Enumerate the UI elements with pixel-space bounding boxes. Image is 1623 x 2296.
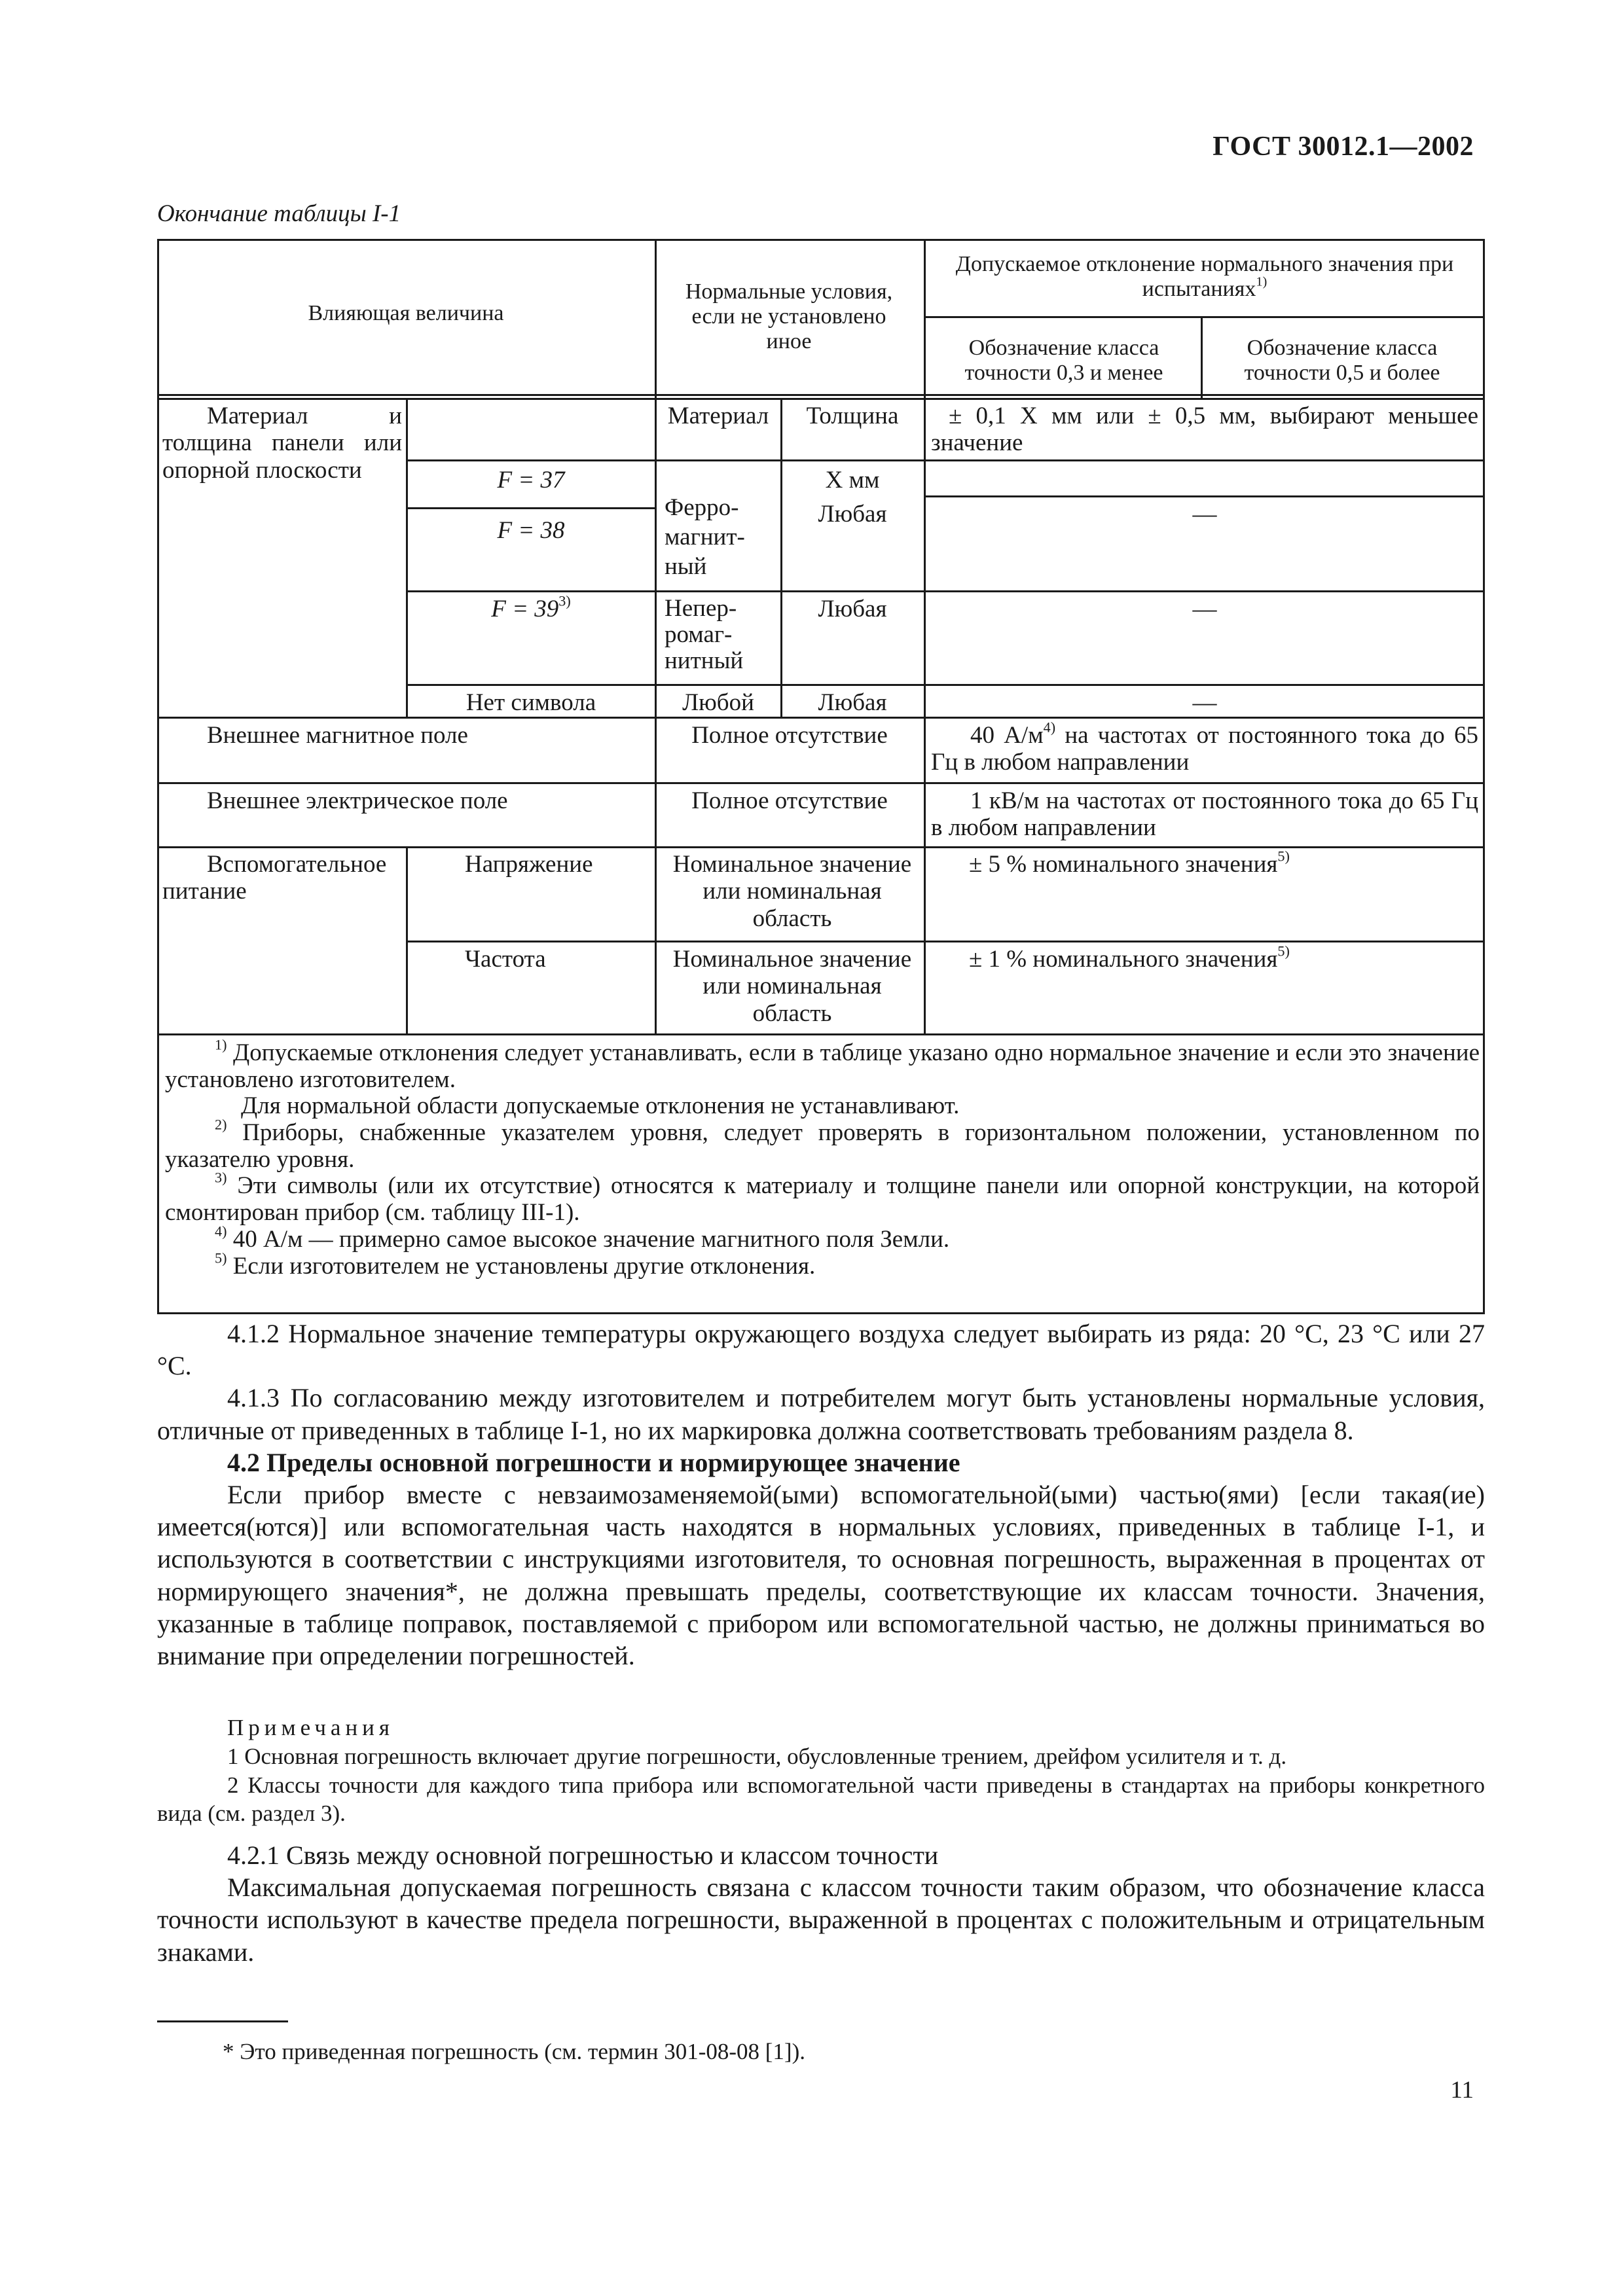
frequency-normal: Номинальное значение или номинальная область bbox=[672, 946, 912, 1027]
electric-field-normal: Полное отсутствие bbox=[691, 787, 888, 814]
voltage-label: Напряжение bbox=[465, 851, 593, 878]
nonferromagnetic-label: Непер-ромаг-нитный bbox=[665, 595, 744, 674]
table-caption: Окончание таблицы I-1 bbox=[157, 200, 401, 227]
electric-field-label: Внешнее электрическое поле bbox=[207, 787, 508, 814]
f38-label: F = 38 bbox=[497, 517, 565, 544]
magnetic-field-label: Внешнее магнитное поле bbox=[207, 722, 468, 749]
note-1: 1 Основная погрешность включает другие погрешности, обусловленные трением, дрейфом усилителя и т. д. bbox=[227, 1743, 1287, 1769]
no-symbol-material: Любой bbox=[682, 689, 754, 716]
no-symbol-label: Нет символа bbox=[465, 689, 596, 716]
no-symbol-deviation: — bbox=[1192, 689, 1217, 716]
panel-deviation: ± 0,1 X мм или ± 0,5 мм, выбирают меньшее значение bbox=[931, 403, 1478, 457]
table-footnote-5: $^{5)}$ Если изготовителем не установлены другие отклонения. bbox=[215, 1249, 816, 1280]
header-deviation: Допускаемое отклонение нормального значения при испытаниях$^{1)}$ bbox=[955, 252, 1454, 302]
frequency-label: Частота bbox=[465, 946, 546, 973]
frequency-deviation: ± 1 % номинального значения$^{5)}$ bbox=[969, 942, 1290, 973]
f39-deviation: — bbox=[1192, 596, 1217, 622]
notes-title: Примечания bbox=[227, 1715, 395, 1740]
f39-thickness: Любая bbox=[818, 596, 887, 622]
f39-label: $F = 39^{3)}$ bbox=[491, 592, 571, 622]
material-header: Материал bbox=[667, 403, 769, 429]
heading-4-2: 4.2 Пределы основной погрешности и нормирующее значение bbox=[227, 1447, 960, 1477]
paragraph-4-1-3: 4.1.3 По согласованию между изготовителем и потребителем могут быть установлены нормальные условия, отличные от приведенных в таблице I-1, но их маркировка должна соответствовать требованиям раздела 8. bbox=[157, 1383, 1485, 1445]
voltage-normal: Номинальное значение или номинальная область bbox=[672, 851, 912, 932]
f37-thickness: X мм bbox=[825, 467, 880, 493]
f37-label: F = 37 bbox=[497, 467, 565, 493]
header-class-high: Обозначение класса точности 0,5 и более bbox=[1244, 336, 1440, 386]
voltage-deviation: ± 5 % номинального значения$^{5)}$ bbox=[969, 848, 1290, 878]
page-number: 11 bbox=[1450, 2077, 1474, 2104]
aux-supply-label: Вспомогательное питание bbox=[162, 851, 387, 905]
no-symbol-thickness: Любая bbox=[818, 689, 887, 716]
document-header: ГОСТ 30012.1—2002 bbox=[1213, 132, 1474, 162]
table-footnotes bbox=[165, 1036, 1480, 1280]
table-footnote-2: $^{2)}$ Приборы, снабженные указателем уровня, следует проверять в горизонтальном положении, установленном по указателю уровня. bbox=[165, 1116, 1480, 1173]
note-2: 2 Классы точности для каждого типа прибора или вспомогательной части приведены в стандартах на приборы конкретного вида (см. раздел 3). bbox=[157, 1772, 1485, 1827]
thickness-header: Толщина bbox=[806, 403, 899, 429]
conditions-table bbox=[157, 239, 1485, 1312]
table-footnote-4: $^{4)}$ 40 А/м — примерно самое высокое значение магнитного поля Земли. bbox=[215, 1223, 950, 1253]
magnetic-field-normal: Полное отсутствие bbox=[691, 722, 888, 749]
paragraph-4-1-2: 4.1.2 Нормальное значение температуры окружающего воздуха следует выбирать из ряда: 20 °С, 23 °С или 27 °С. bbox=[157, 1319, 1485, 1381]
table-footnote-3: $^{3)}$ Эти символы (или их отсутствие) относятся к материалу и толщине панели или опорной конструкции, на которой смонтирован прибор (см. таблицу III-1). bbox=[165, 1169, 1480, 1227]
paragraph-4-2-1: 4.2.1 Связь между основной погрешностью и классом точности bbox=[227, 1840, 939, 1870]
ferromagnetic-label: Ферро-магнит-ный bbox=[665, 494, 745, 581]
notes-block bbox=[157, 1713, 1485, 1828]
page-footnote: * Это приведенная погрешность (см. термин 301-08-08 [1]). bbox=[223, 2039, 805, 2064]
header-class-low: Обозначение класса точности 0,3 и менее bbox=[964, 336, 1163, 386]
footnote-rule bbox=[157, 2020, 288, 2022]
f38-thickness: Любая bbox=[818, 501, 887, 528]
header-normal-conditions: Нормальные условия, если не установлено иное bbox=[685, 279, 893, 354]
body-section-4-1 bbox=[157, 1318, 1485, 1672]
table-footnote-1b: Для нормальной области допускаемые отклонения не устанавливают. bbox=[241, 1092, 960, 1120]
magnetic-field-deviation: 40 $А/м^{4)}$ на частотах от постоянного тока до 65 Гц в любом направлении bbox=[931, 719, 1478, 776]
panel-label: Материал и толщина панели или опорной плоскости bbox=[162, 403, 402, 484]
f38-deviation: — bbox=[1192, 501, 1217, 528]
paragraph-4-2: Если прибор вместе с невзаимозаменяемой(ыми) вспомогательной(ыми) частью(ями) [если такая(ие) имеется(ются)] или вспомогательная часть находятся в нормальных условиях, приведенных в таблице I-1, и используются в соответствии с инструкциями изготовителя, то основная погрешность, выраженная в процентах от нормирующего значения*, не должна превышать пределы, соответствующие их классам точности. Значения, указанные в таблице поправок, поставляемой с прибором или вспомогательной частью, не должны приниматься во внимание при определении погрешностей. bbox=[157, 1479, 1485, 1670]
paragraph-4-2-1-text: Максимальная допускаемая погрешность связана с классом точности таким образом, что обозначение класса точности используют в качестве предела погрешности, выраженной в процентах с положительным и отрицательным знаками. bbox=[157, 1873, 1485, 1967]
electric-field-deviation: 1 кВ/м на частотах от постоянного тока до 65 Гц в любом направлении bbox=[931, 787, 1478, 842]
header-influence: Влияющая величина bbox=[308, 301, 504, 325]
body-section-4-2-1 bbox=[157, 1839, 1485, 1968]
table-footnote-1: $^{1)}$ Допускаемые отклонения следует устанавливать, если в таблице указано одно нормальное значение и если это значение установлено изготовителем. bbox=[165, 1036, 1480, 1093]
